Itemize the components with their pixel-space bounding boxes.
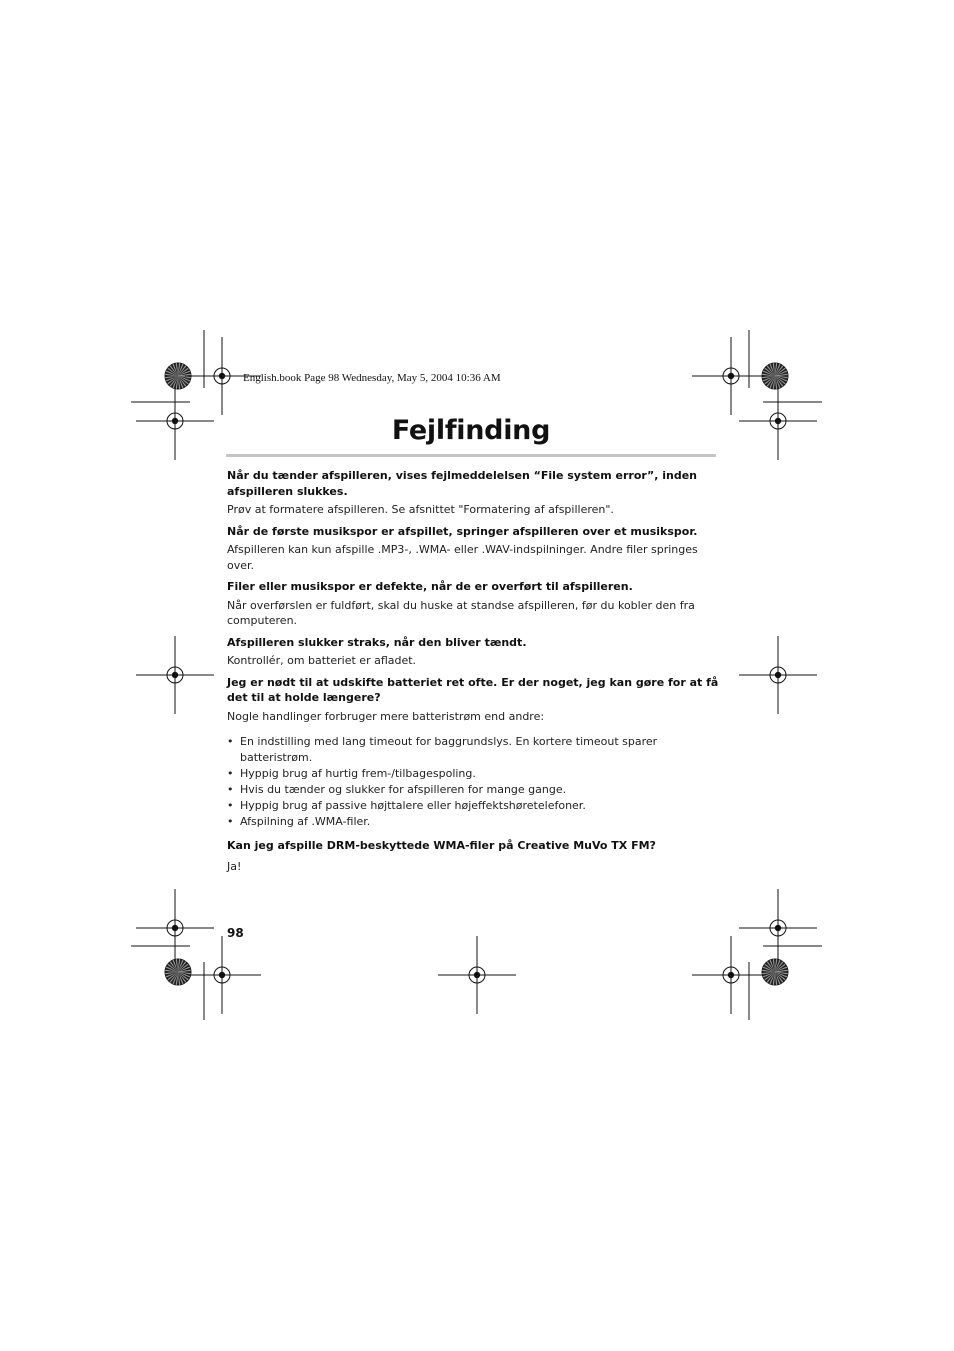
registration-crosshair-icon: [438, 936, 516, 1014]
list-item: • Hyppig brug af hurtig frem-/tilbagespoling.: [227, 766, 719, 782]
faq-question: Når du tænder afspilleren, vises fejlmeddelelsen “File system error”, inden afspilleren slukkes.: [227, 469, 698, 498]
registration-crosshair-icon: [183, 936, 261, 1014]
registration-crosshair-icon: [692, 337, 770, 415]
faq-question: Afspilleren slukker straks, når den bliver tændt.: [227, 635, 527, 649]
title-underline: [226, 454, 716, 457]
faq-answer: Ja!: [227, 859, 242, 873]
faq-answer: Når overførslen er fuldført, skal du huske at standse afspilleren, før du kobler den fra computeren.: [227, 598, 695, 627]
faq-question: Jeg er nødt til at udskifte batteriet ret ofte. Er der noget, jeg kan gøre for at få det til at holde længere?: [227, 675, 719, 704]
faq-answer: Prøv at formatere afspilleren. Se afsnittet "Formatering af afspilleren".: [227, 503, 614, 516]
faq-question: Når de første musikspor er afspillet, springer afspilleren over et musikspor.: [227, 524, 698, 538]
faq-item-skips-track: [227, 524, 719, 574]
page-title: Fejlfinding: [391, 415, 551, 446]
list-item: • En indstilling med lang timeout for baggrundslys. En kortere timeout sparer batteristrøm.: [227, 734, 719, 766]
registration-crosshair-icon: [136, 889, 214, 967]
faq-item-corrupt-files: [227, 579, 719, 629]
list-item: • Afspilning af .WMA-filer.: [227, 814, 719, 830]
faq-item-battery: [227, 675, 719, 831]
color-registration-starburst-icon: [165, 363, 191, 389]
color-registration-starburst-icon: [165, 959, 191, 985]
registration-crosshair-icon: [692, 936, 770, 1014]
faq-question: Filer eller musikspor er defekte, når de er overført til afspilleren.: [227, 580, 633, 593]
page-number: 98: [227, 926, 244, 940]
faq-answer: Kontrollér, om batteriet er afladet.: [227, 654, 417, 667]
faq-question: Kan jeg afspille DRM-beskyttede WMA-filer på Creative MuVo TX FM?: [227, 839, 656, 852]
troubleshooting-content: [227, 468, 719, 880]
registration-crosshair-icon: [739, 382, 817, 460]
print-header: English.book Page 98 Wednesday, May 5, 2004 10:36 AM: [243, 372, 501, 384]
faq-item-file-system-error: [227, 468, 719, 518]
list-item: • Hvis du tænder og slukker for afspilleren for mange gange.: [227, 782, 719, 798]
registration-crosshair-icon: [739, 889, 817, 967]
registration-crosshair-icon: [136, 636, 214, 714]
faq-item-turns-off: [227, 635, 719, 669]
faq-item-drm: [227, 838, 719, 874]
registration-crosshair-icon: [136, 382, 214, 460]
color-registration-starburst-icon: [762, 363, 788, 389]
list-item: • Hyppig brug af passive højttalere eller højeffektshøretelefoner.: [227, 798, 719, 814]
faq-answer: Nogle handlinger forbruger mere batteristrøm end andre:: [227, 709, 545, 723]
battery-tips-list: [227, 734, 719, 830]
faq-answer: Afspilleren kan kun afspille .MP3-, .WMA- eller .WAV-indspilninger. Andre filer springes over.: [227, 543, 698, 572]
color-registration-starburst-icon: [762, 959, 788, 985]
registration-crosshair-icon: [739, 636, 817, 714]
